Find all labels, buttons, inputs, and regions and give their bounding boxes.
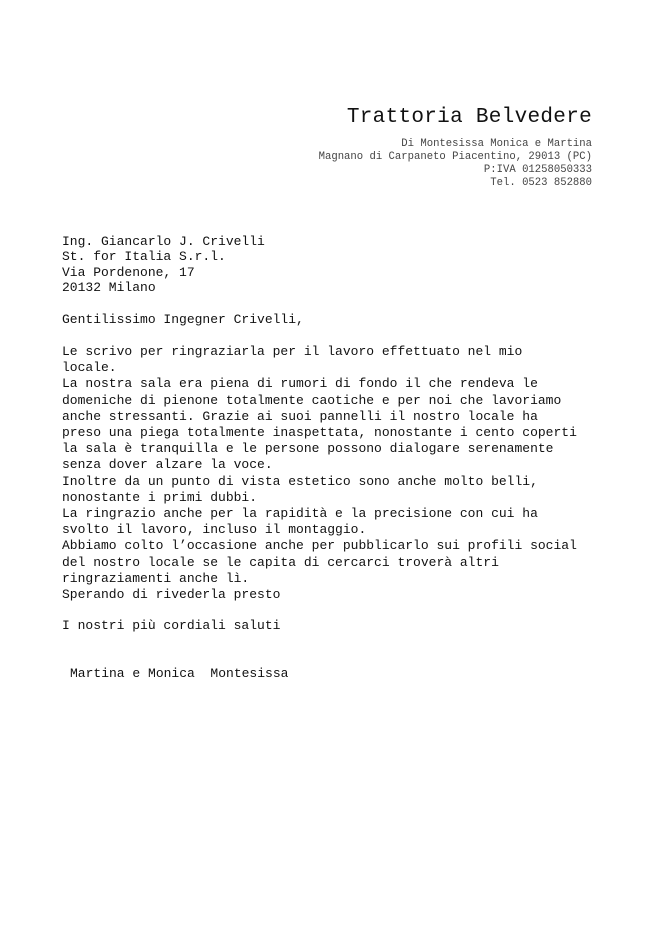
letterhead — [319, 104, 592, 190]
body-line: anche stressanti. Grazie ai suoi pannelli il nostro locale ha — [62, 408, 538, 424]
recipient-city: 20132 Milano — [62, 279, 156, 295]
body-line: Inoltre da un punto di vista estetico sono anche molto belli, — [62, 473, 538, 489]
company-owners: Di Montesissa Monica e Martina — [401, 138, 592, 150]
company-name: Trattoria Belvedere — [346, 106, 592, 129]
body-line: Le scrivo per ringraziarla per il lavoro effettuato nel mio — [62, 344, 523, 359]
letter-body — [62, 344, 622, 603]
body-line: del nostro locale se le capita di cercarci troverà altri — [62, 554, 499, 570]
body-line: ringraziamenti anche lì. — [62, 570, 250, 586]
signature: Martina e Monica Montesissa — [70, 666, 289, 681]
recipient-street: Via Pordenone, 17 — [62, 264, 195, 280]
body-line: La nostra sala era piena di rumori di fondo il che rendeva le — [62, 376, 538, 392]
recipient-name: Ing. Giancarlo J. Crivelli — [62, 234, 265, 249]
body-line: La ringrazio anche per la rapidità e la precisione con cui ha — [62, 506, 538, 522]
company-details — [319, 138, 592, 190]
body-line: la sala è tranquilla e le persone possono dialogare serenamente — [62, 441, 554, 457]
body-line: domeniche di pienone totalmente caotiche e per noi che lavoriamo — [62, 392, 562, 408]
body-line: senza dover alzare la voce. — [62, 457, 273, 473]
body-line: locale. — [62, 360, 117, 376]
body-line: preso una piega totalmente inaspettata, nonostante i cento coperti — [62, 425, 577, 441]
company-phone: Tel. 0523 852880 — [490, 177, 592, 189]
closing-line: I nostri più cordiali saluti — [62, 618, 281, 633]
recipient-address-block — [62, 234, 265, 295]
recipient-company: St. for Italia S.r.l. — [62, 249, 226, 265]
body-line: svolto il lavoro, incluso il montaggio. — [62, 522, 367, 538]
company-vat: P:IVA 01258050333 — [483, 164, 592, 176]
body-line: nonostante i primi dubbi. — [62, 489, 258, 505]
salutation: Gentilissimo Ingegner Crivelli, — [62, 312, 304, 327]
body-line: Abbiamo colto l’occasione anche per pubblicarlo sui profili social — [62, 538, 577, 554]
company-address: Magnano di Carpaneto Piacentino, 29013 (PC) — [318, 151, 592, 163]
body-line: Sperando di rivederla presto — [62, 587, 281, 603]
